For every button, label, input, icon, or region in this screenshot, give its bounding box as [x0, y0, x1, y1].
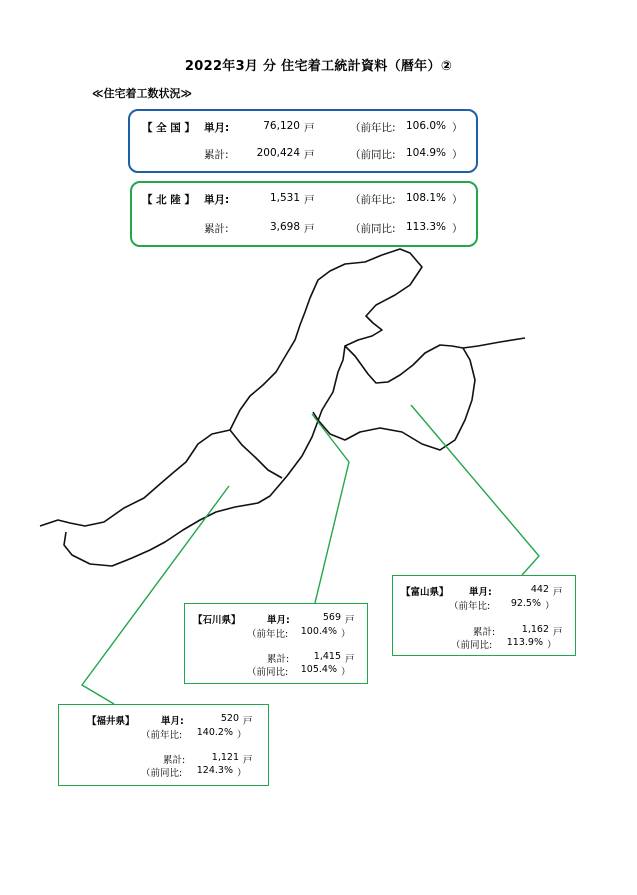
fukui-yoy-value: 140.2%	[196, 727, 233, 738]
hokuriku-cum-yoy-close: ）	[452, 223, 463, 235]
ishikawa-yoy-close: ）	[341, 629, 351, 640]
fukui-yoy-close: ）	[237, 730, 247, 741]
fukui-cum-yoy-value: 124.3%	[196, 765, 233, 776]
ishikawa-label: 【石川県】	[193, 615, 241, 626]
fukui-monthly-label: 単月:	[161, 716, 184, 727]
coastline-north	[40, 249, 525, 526]
fukui-cum-yoy-label: （前同比:	[141, 768, 183, 779]
nation-monthly-label: 単月:	[204, 122, 230, 134]
ishikawa-monthly-value: 569	[322, 612, 341, 623]
nation-cumulative-unit: 戸	[304, 149, 315, 161]
connector-toyama	[411, 405, 539, 575]
border-fukui-ishikawa	[230, 430, 282, 478]
ishikawa-monthly-unit: 戸	[345, 615, 355, 626]
nation-monthly-unit: 戸	[304, 122, 315, 134]
hokuriku-cum-yoy-label: （前同比:	[350, 223, 396, 235]
ishikawa-cum-yoy-value: 105.4%	[300, 664, 337, 675]
ishikawa-monthly-label: 単月:	[267, 615, 290, 626]
ishikawa-yoy-label: （前年比:	[247, 629, 289, 640]
hokuriku-yoy-label: （前年比:	[350, 194, 396, 206]
hokuriku-monthly-value: 1,531	[269, 192, 300, 204]
nation-cum-yoy-label: （前同比:	[350, 149, 396, 161]
fukui-label: 【福井県】	[87, 716, 135, 727]
toyama-cum-yoy-value: 113.9%	[506, 637, 543, 648]
toyama-yoy-close: ）	[545, 601, 555, 612]
nation-label: 【 全 国 】	[142, 122, 195, 134]
toyama-cum-yoy-close: ）	[547, 640, 557, 651]
toyama-yoy-value: 92.5%	[510, 598, 541, 609]
ishikawa-cum-yoy-close: ）	[341, 667, 351, 678]
hokuriku-cum-yoy-value: 113.3%	[405, 221, 446, 233]
ishikawa-box	[184, 603, 368, 684]
hokuriku-cumulative-value: 3,698	[269, 221, 300, 233]
connector-ishikawa	[312, 414, 349, 603]
fukui-cumulative-value: 1,121	[211, 752, 239, 763]
ishikawa-cumulative-label: 累計:	[267, 654, 290, 665]
fukui-monthly-unit: 戸	[243, 716, 253, 727]
fukui-cumulative-unit: 戸	[243, 755, 253, 766]
toyama-monthly-unit: 戸	[553, 587, 563, 598]
nation-monthly-value: 76,120	[263, 120, 300, 132]
nation-yoy-value: 106.0%	[405, 120, 446, 132]
nation-cumulative-label: 累計:	[204, 149, 229, 161]
hokuriku-monthly-label: 単月:	[204, 194, 230, 206]
fukui-box	[58, 704, 269, 786]
ishikawa-cumulative-value: 1,415	[313, 651, 341, 662]
toyama-monthly-value: 442	[530, 584, 549, 595]
fukui-cum-yoy-close: ）	[237, 768, 247, 779]
hokuriku-yoy-value: 108.1%	[405, 192, 446, 204]
toyama-yoy-label: （前年比:	[449, 601, 491, 612]
border-south	[64, 346, 345, 566]
hokuriku-monthly-unit: 戸	[304, 194, 315, 206]
ishikawa-cum-yoy-label: （前同比:	[247, 667, 289, 678]
toyama-box	[392, 575, 576, 656]
nation-cum-yoy-close: ）	[452, 149, 463, 161]
toyama-cumulative-label: 累計:	[473, 627, 496, 638]
toyama-monthly-label: 単月:	[469, 587, 492, 598]
nation-yoy-label: （前年比:	[350, 122, 396, 134]
fukui-cumulative-label: 累計:	[163, 755, 186, 766]
nation-cum-yoy-value: 104.9%	[405, 147, 446, 159]
hokuriku-cumulative-unit: 戸	[304, 223, 315, 235]
nation-cumulative-value: 200,424	[256, 147, 300, 159]
fukui-monthly-value: 520	[220, 713, 239, 724]
hokuriku-cumulative-label: 累計:	[204, 223, 229, 235]
ishikawa-yoy-value: 100.4%	[300, 626, 337, 637]
toyama-cumulative-unit: 戸	[553, 627, 563, 638]
hokuriku-label: 【 北 陸 】	[142, 194, 195, 206]
fukui-yoy-label: （前年比:	[141, 730, 183, 741]
toyama-cum-yoy-label: （前同比:	[451, 640, 493, 651]
map-outline	[40, 249, 525, 566]
section-subtitle: ≪住宅着工数状況≫	[92, 87, 193, 100]
toyama-label: 【富山県】	[401, 587, 449, 598]
hokuriku-yoy-close: ）	[452, 194, 463, 206]
border-ishikawa-toyama	[313, 348, 475, 450]
nation-yoy-close: ）	[452, 122, 463, 134]
page-title: 2022年3月 分 住宅着工統計資料（暦年）②	[184, 59, 453, 74]
ishikawa-cumulative-unit: 戸	[345, 654, 355, 665]
toyama-cumulative-value: 1,162	[521, 624, 549, 635]
